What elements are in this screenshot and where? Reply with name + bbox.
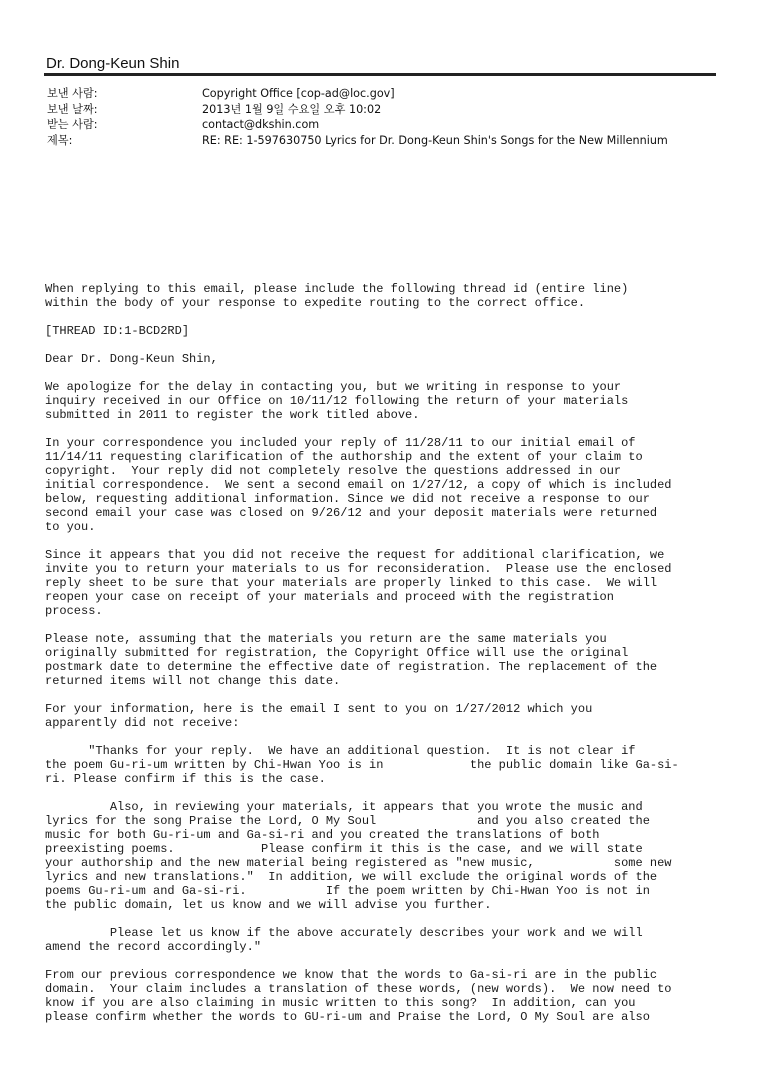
previous-email-intro-paragraph: For your information, here is the email I sent to you on 1/27/2012 which you apparently did not receive: bbox=[45, 702, 593, 730]
meta-subject-label: 제목: bbox=[47, 133, 73, 147]
sender-name-heading: Dr. Dong-Keun Shin bbox=[46, 55, 180, 72]
quoted-authorship-paragraph: Also, in reviewing your materials, it appears that you wrote the music and lyrics for the song Praise the Lord, O My Soul and you also created the music for both Gu-ri-um and Ga-si-ri and you created the translations of both preexisting poems. Please confirm it this is the case, and we will state your authorship and the new material being registered as "new music, some new lyrics and new translations." In addition, we will exclude the original words of the poems Gu-ri-um and Ga-si-ri. If the poem written by Chi-Hwan Yoo is not in the public domain, let us know and we will advise you further. bbox=[45, 800, 672, 912]
quoted-closing-paragraph: Please let us know if the above accurately describes your work and we will amend the record accordingly." bbox=[45, 926, 643, 954]
meta-to-row bbox=[47, 117, 668, 133]
effective-date-paragraph: Please note, assuming that the materials you return are the same materials you originally submitted for registration, the Copyright Office will use the original postmark date to determine the effective date of registration. The replacement of the returned items will not change this date. bbox=[45, 632, 658, 688]
thread-id: [THREAD ID:1-BCD2RD] bbox=[45, 324, 190, 338]
routing-instructions-paragraph: When replying to this email, please include the following thread id (entire line) within the body of your response to expedite routing to the correct office. bbox=[45, 282, 629, 310]
meta-from-row bbox=[47, 86, 668, 102]
reconsideration-paragraph: Since it appears that you did not receive the request for additional clarification, we invite you to return your materials to us for reconsideration. Please use the enclosed reply sheet to be sure that your materials are properly linked to this case. We will reopen your case on receipt of your materials and proceed with the registration process. bbox=[45, 548, 672, 618]
meta-from-value: Copyright Office [cop-ad@loc.gov] bbox=[202, 87, 395, 100]
meta-to-value: contact@dkshin.com bbox=[202, 118, 320, 131]
meta-sent-label: 보낸 날짜: bbox=[47, 102, 98, 116]
apology-paragraph: We apologize for the delay in contacting you, but we writing in response to your inquiry received in our Office on 10/11/12 following the return of your materials submitted in 2011 to register the work titled above. bbox=[45, 380, 629, 422]
meta-subject-row bbox=[47, 133, 668, 149]
meta-sent-row bbox=[47, 102, 668, 118]
claim-question-paragraph: From our previous correspondence we know that the words to Ga-si-ri are in the public domain. Your claim includes a translation of these words, (new words). We now need to know if you are also claiming in music written to this song? In addition, can you please confirm whether the words to GU-ri-um and Praise the Lord, O My Soul are also bbox=[45, 968, 672, 1024]
meta-to-label: 받는 사람: bbox=[47, 118, 98, 131]
meta-from-label: 보낸 사람: bbox=[47, 87, 98, 100]
email-body bbox=[45, 282, 725, 1038]
greeting: Dear Dr. Dong-Keun Shin, bbox=[45, 352, 218, 366]
meta-sent-value: 2013년 1월 9일 수요일 오후 10:02 bbox=[202, 102, 382, 116]
meta-subject-value: RE: RE: 1-597630750 Lyrics for Dr. Dong-Keun Shin's Songs for the New Millennium bbox=[202, 133, 668, 147]
correspondence-paragraph: In your correspondence you included your reply of 11/28/11 to our initial email of 11/14/11 requesting clarification of the authorship and the extent of your claim to copyright. Your reply did not completely resolve the questions addressed in our initial correspondence. We sent a second email on 1/27/12, a copy of which is included below, requesting additional information. Since we did not receive a response to our second email your case was closed on 9/26/12 and your deposit materials were returned to you. bbox=[45, 436, 672, 534]
email-meta-block bbox=[47, 86, 668, 148]
header-divider bbox=[44, 73, 716, 76]
quoted-question-paragraph: "Thanks for your reply. We have an additional question. It is not clear if the poem Gu-ri-um written by Chi-Hwan Yoo is in the public domain like Ga-si- ri. Please confirm if this is the case. bbox=[45, 744, 679, 786]
